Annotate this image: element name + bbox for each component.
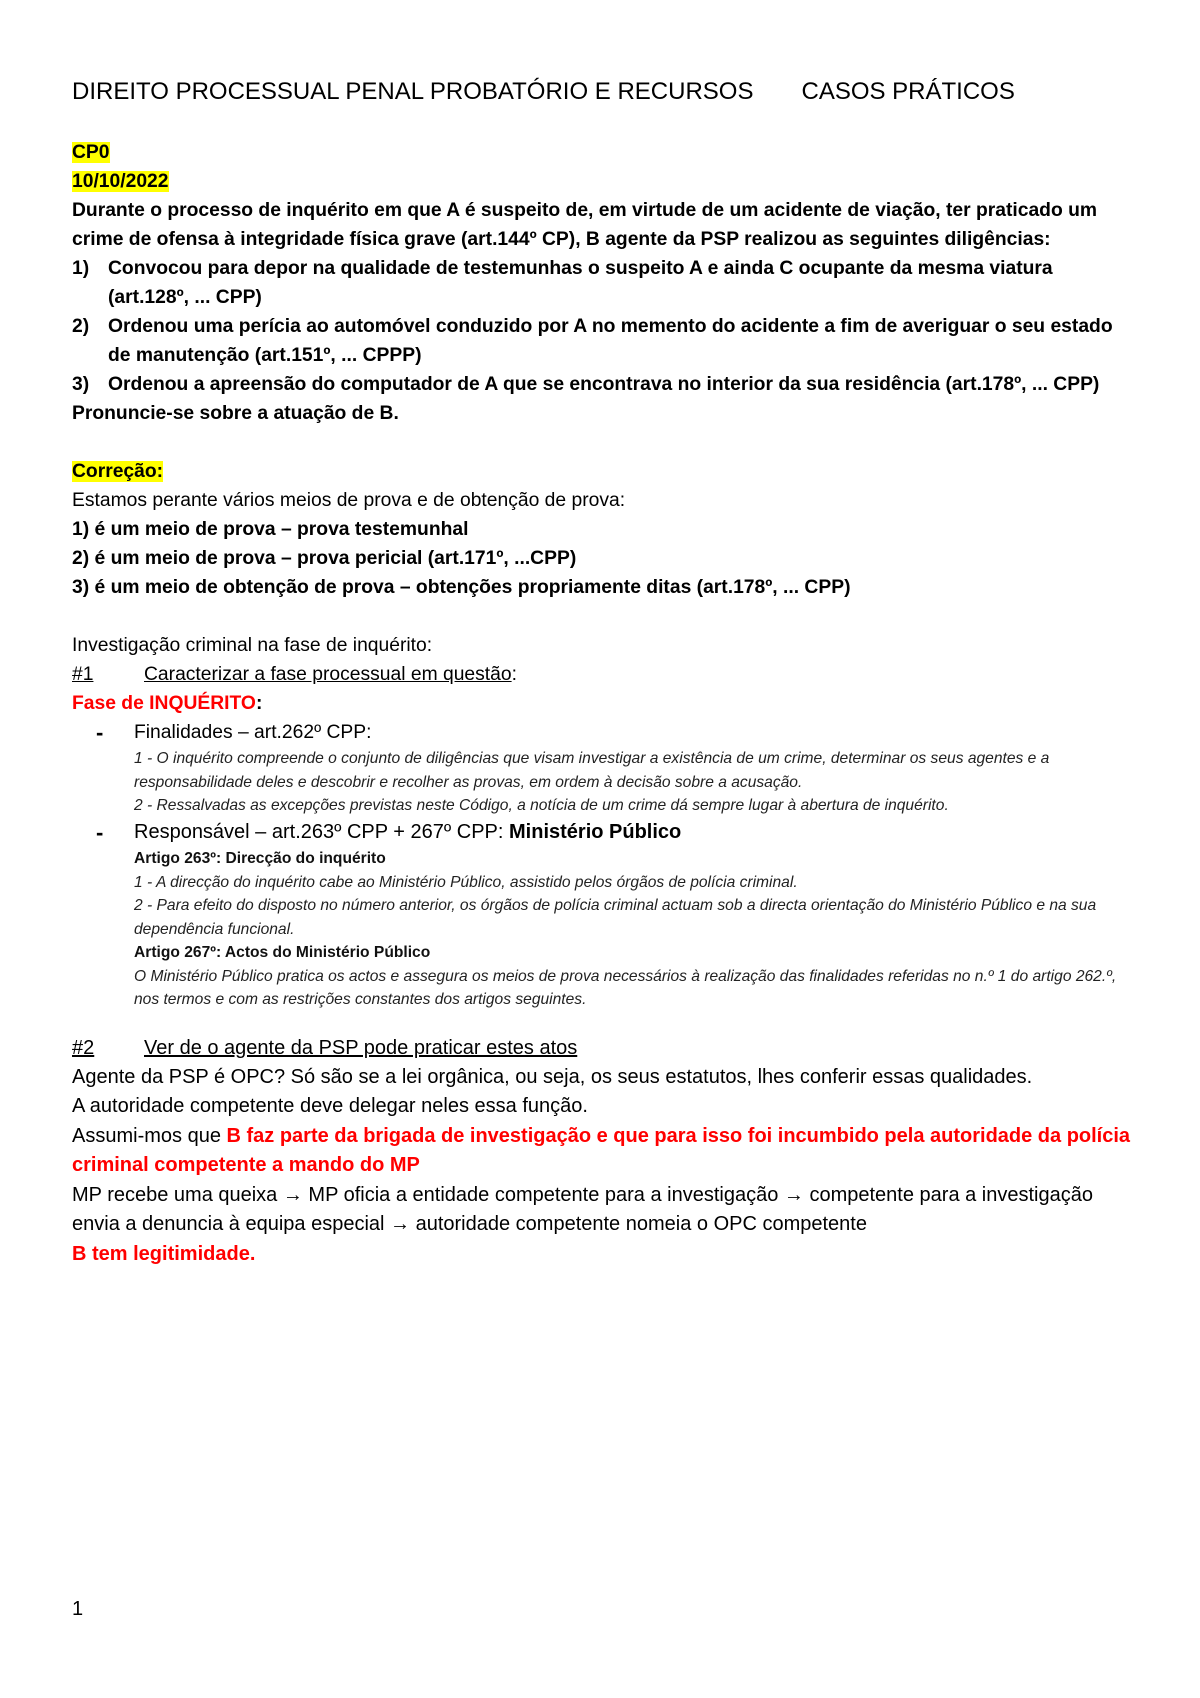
dash-bullet-icon: - xyxy=(96,819,104,845)
dash-bullet-icon: - xyxy=(96,720,104,745)
correction-heading: Correção: xyxy=(72,461,164,482)
case-code: CP0 xyxy=(72,142,110,163)
document-title xyxy=(72,78,1132,106)
correction-point: 2) é um meio de prova – prova pericial (art.171º, ...CPP) xyxy=(72,548,577,569)
finalidades-p2: 2 - Ressalvadas as excepções previstas neste Código, a notícia de um crime dá sempre lugar à abertura de inquérito. xyxy=(134,797,949,814)
arrow-right-icon: → xyxy=(390,1213,411,1235)
list-item: 1) Convocou para depor na qualidade de testemunhas o suspeito A e ainda C ocupante da mesma viatura (art.128º, ... CPP) xyxy=(72,258,1053,308)
list-item: 3) Ordenou a apreensão do computador de A que se encontrava no interior da sua residência (art.178º, ... CPP) xyxy=(72,374,1100,395)
arrow-right-icon: → xyxy=(282,1183,303,1206)
art263-p2: 2 - Para efeito do disposto no número anterior, os órgãos de polícia criminal actuam sob a directa orientação do Ministério Público e na sua dependência funcional. xyxy=(134,897,1097,938)
art267-title: Artigo 267º: Actos do Ministério Público xyxy=(134,944,431,961)
delegation-text: A autoridade competente deve delegar neles essa função. xyxy=(72,1095,588,1117)
step-2-heading: #2 Ver de o agente da PSP pode praticar estes atos xyxy=(72,1036,578,1059)
finalidades-item xyxy=(72,718,1132,818)
case-intro: Durante o processo de inquérito em que A é suspeito de, em virtude de um acidente de viação, ter praticado um crime de ofensa à integridade física grave (art.144º CP), B agente da PSP realizou as seguintes diligências: xyxy=(72,200,1098,250)
conclusion: B tem legitimidade. xyxy=(72,1242,256,1265)
art263-p1: 1 - A direcção do inquérito cabe ao Ministério Público, assistido pelos órgãos de polícia criminal. xyxy=(134,873,798,891)
correction-intro: Estamos perante vários meios de prova e de obtenção de prova: xyxy=(72,490,626,511)
finalidades-p1: 1 - O inquérito compreende o conjunto de diligências que visam investigar a existência de um crime, determinar os seus agentes e a responsabilidade deles e descobrir e recolher as provas, em ordem à decisão sobre a acusação. xyxy=(134,750,1050,791)
case-question: Pronuncie-se sobre a atuação de B. xyxy=(72,403,399,424)
step-1-heading: #1 Caracterizar a fase processual em questão : xyxy=(72,664,517,685)
title-subject: DIREITO PROCESSUAL PENAL PROBATÓRIO E RECURSOS xyxy=(72,78,754,105)
art267-p1: O Ministério Público pratica os actos e assegura os meios de prova necessários à realização das finalidades referidas no n.º 1 do artigo 262.º, nos termos e com as restrições constantes dos artigos seguintes. xyxy=(134,967,1117,1008)
arrow-right-icon: → xyxy=(783,1183,804,1206)
art263-title: Artigo 263º: Direcção do inquérito xyxy=(134,850,386,867)
case-items-list xyxy=(72,254,1132,399)
title-section: CASOS PRÁTICOS xyxy=(801,78,1015,105)
opc-question: Agente da PSP é OPC? Só são se a lei orgânica, ou seja, os seus estatutos, lhes conferir essas qualidades. xyxy=(72,1065,1033,1088)
page-number: 1 xyxy=(72,1598,84,1620)
responsavel-label: Responsável – art.263º CPP + 267º CPP: Ministério Público xyxy=(134,820,682,843)
phase-label: Fase de INQUÉRITO xyxy=(72,693,256,714)
correction-point: 1) é um meio de prova – prova testemunhal xyxy=(72,519,469,540)
list-item: 2) Ordenou uma perícia ao automóvel conduzido por A no memento do acidente a fim de averiguar o seu estado de manutenção (art.151º, ... CPPP) xyxy=(72,316,1113,366)
assumption-text: Assumi-mos que B faz parte da brigada de investigação e que para isso foi incumbido pela autoridade da polícia criminal competente a mando do MP xyxy=(72,1124,1131,1176)
investigation-intro: Investigação criminal na fase de inquérito: xyxy=(72,635,433,656)
correction-point: 3) é um meio de obtenção de prova – obtenções propriamente ditas (art.178º, ... CPP) xyxy=(72,577,851,598)
procedure-flow: MP recebe uma queixa → MP oficia a entidade competente para a investigação → competente para a investigação envia a denuncia à equipa especial → autoridade competente nomeia o OPC competente xyxy=(72,1183,1093,1235)
responsavel-item xyxy=(72,818,1132,1012)
page-content: DIREITO PROCESSUAL PENAL PROBATÓRIO E RECURSOS CASOS PRÁTICOS CP0 10/10/2022 Durante o processo de inquérito em que A é suspeito de, em virtude de um acidente de viação, ter praticado um crime de ofensa à integridade física grave (art.144º CP), B agente da PSP realizou as seguintes diligências: 1) Convocou para depor na qualidade de testemunhas o suspeito A e ainda C ocupante da mesma viatura (art.128º, ... CPP) 2) Ordenou uma perícia ao automóvel conduzido por A no memento do acidente a fim de averiguar o seu estado de manutenção (art.151º, ... CPPP) 3) Ordenou a apreensão do computador de A que se encontrava no interior da sua residência (art.178º, ... CPP) Pronuncie-se sobre a atuação de B. Correção: Estamos perante vários meios de prova e de obtenção de prova: 1) é um meio de prova – prova testemunhal 2) é um meio de prova – prova pericial (art.171º, ...CPP) 3) é um meio de obtenção de prova – obtenções propriamente ditas (art.178º, ... CPP) Investigação criminal na fase de inquérito: #1 Caracterizar a fase processual em questão : Fase de INQUÉRITO: - Finalidades – art.262º CPP: 1 - O inquérito compreende o conjunto de diligências que visam investigar a existência de um crime, determinar os seus agentes e a responsabilidade deles e descobrir e recolher as provas, em ordem à decisão sobre a acusação. 2 - Ressalvadas as excepções previstas neste Código, a notícia de um crime dá sempre lugar à abertura de inquérito. - Responsável – art.263º CPP + 267º CPP: Ministério Público Artigo 263º: Direcção do inquérito 1 - A direcção do inquérito cabe ao Ministério Público, assistido pelos órgãos de polícia criminal. 2 - Para efeito do disposto no número anterior, os órgãos de polícia criminal actuam sob a directa orientação do Ministério Público e na sua dependência funcional. Artigo 267º: Actos do Ministério Público O Ministério Público pratica os actos e assegura os meios de prova necessários à realização das finalidades referidas no n.º 1 do artigo 262.º, nos termos e com as restrições constantes dos artigos seguintes. #2 Ver de o agente da PSP pode praticar estes atos Agente da PSP é OPC? Só são se a lei orgânica, ou seja, os seus estatutos, lhes conferir essas qualidades. A autoridade competente deve delegar neles essa função. Assumi-mos que B faz parte da brigada de investigação e que para isso foi incumbido pela autoridade da polícia criminal competente a mando do MP MP recebe uma queixa → MP oficia a entidade competente para a investigação → competente para a investigação envia a denuncia à equipa especial → autoridade competente nomeia o OPC competente B tem legitimidade. xyxy=(72,78,1132,1269)
finalidades-label: Finalidades – art.262º CPP: xyxy=(134,722,372,743)
case-date: 10/10/2022 xyxy=(72,171,169,192)
